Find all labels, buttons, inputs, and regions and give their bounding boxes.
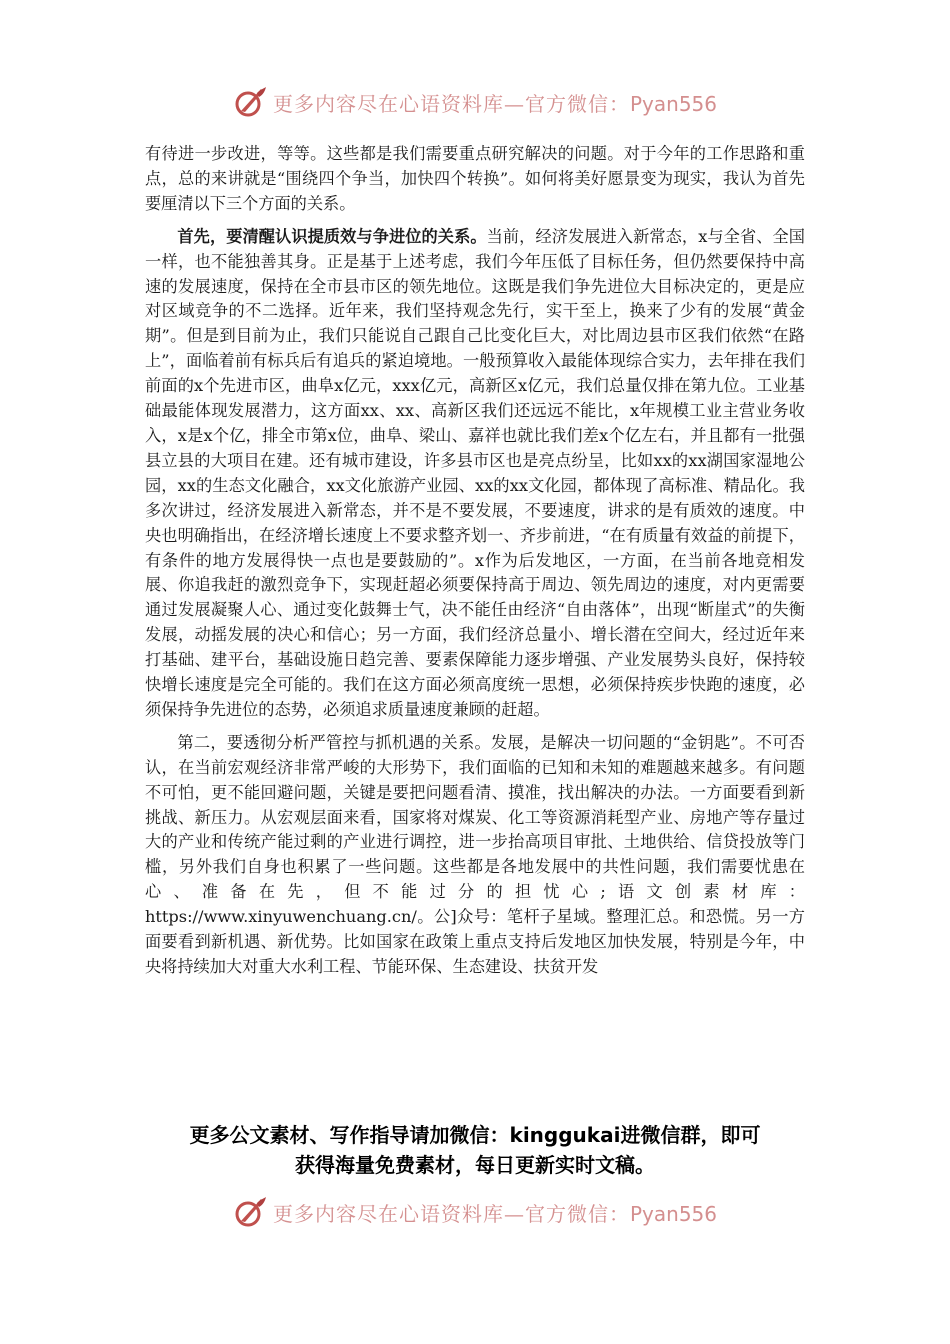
watermark-header [0,82,950,122]
quill-logo-icon [233,1195,267,1229]
paragraph-text: 当前，经济发展进入新常态，x与全省、全国一样，也不能独善其身。正是基于上述考虑，我们今年压低了目标任务，但仍然要保持中高速的发展速度，保持在全市县市区的领先地位。这既是我们争先进位大目标决定的，更是应对区域竞争的不二选择。近年来，我们坚持观念先行，实干至上，换来了少有的发展“黄金期”。但是到目前为止，我们只能说自己跟自己比变化巨大，对比周边县市区我们依然“在路上”，面临着前有标兵后有追兵的紧迫境地。一般预算收入最能体现综合实力，去年排在我们前面的x个先进市区，曲阜x亿元，xxx亿元，高新区x亿元，我们总量仅排在第九位。工业基础最能体现发展潜力，这方面xx、xx、高新区我们还远远不能比，x年规模工业主营业务收入，x是x个亿，排全市第x位，曲阜、梁山、嘉祥也就比我们差x个亿左右，并且都有一批强县立县的大项目在建。还有城市建设，许多县市区也是亮点纷呈，比如xx的xx湖国家湿地公园，xx的生态文化融合，xx文化旅游产业园、xx的xx文化园，都体现了高标准、精品化。我多次讲过，经济发展进入新常态，并不是不要发展，不要速度，讲求的是有质效的速度。中央也明确指出，在经济增长速度上不要求整齐划一、齐步前进，“在有质量有效益的前提下，有条件的地方发展得快一点也是要鼓励的”。x作为后发地区，一方面，在当前各地竞相发展、你追我赶的激烈竞争下，实现赶超必须要保持高于周边、领先周边的速度，对内更需要通过发展凝聚人心、通过变化鼓舞士气，决不能任由经济“自由落体”，出现“断崖式”的失衡发展，动摇发展的决心和信心；另一方面，我们经济总量小、增长潜在空间大，经过近年来打基础、建平台，基础设施日趋完善、要素保障能力逐步增强、产业发展势头良好，保持较快增长速度是完全可能的。我们在这方面必须高度统一思想，必须保持疾步快跑的速度，必须保持争先进位的态势，必须追求质量速度兼顾的赶超。 [145,226,805,719]
promo-banner [120,1120,830,1180]
paragraph-lead: 首先，要清醒认识提质效与争进位的关系。 [177,226,487,246]
paragraph-text: 有待进一步改进，等等。这些都是我们需要重点研究解决的问题。对于今年的工作思路和重点，总的来讲就是“围绕四个争当，加快四个转换”。如何将美好愿景变为现实，我认为首先要厘清以下三个方面的关系。 [145,144,805,213]
promo-line-1: 更多公文素材、写作指导请加微信：kinggukai进微信群，即可 [189,1123,761,1147]
paragraph-first [145,225,805,723]
document-body [145,142,805,988]
watermark-text: 更多内容尽在心语资料库—官方微信：Pyan556 [272,91,717,116]
watermark-footer [0,1192,950,1232]
promo-line-2: 获得海量免费素材，每日更新实时文稿。 [295,1153,655,1177]
paragraph-second [145,731,805,980]
quill-logo-icon [233,85,267,119]
watermark-text: 更多内容尽在心语资料库—官方微信：Pyan556 [272,1201,717,1226]
paragraph-text: 第二，要透彻分析严管控与抓机遇的关系。发展，是解决一切问题的“金钥匙”。不可否认，在当前宏观经济非常严峻的大形势下，我们面临的已知和未知的难题越来越多。有问题不可怕，更不能回避问题，关键是要把问题看清、摸准，找出解决的办法。一方面要看到新挑战、新压力。从宏观层面来看，国家将对煤炭、化工等资源消耗型产业、房地产等存量过大的产业和传统产能过剩的产业进行调控，进一步抬高项目审批、土地供给、信贷投放等门槛，另外我们自身也积累了一些问题。这些都是各地发展中的共性问题，我们需要忧患在心、准备在先，但不能过分的担忧心;语文创素材库：https://www.xinyuwenchuang.cn/。公]众号：笔杆子星域。整理汇总。和恐慌。另一方面要看到新机遇、新优势。比如国家在政策上重点支持后发地区加快发展，特别是今年，中央将持续加大对重大水利工程、节能环保、生态建设、扶贫开发 [145,732,805,976]
paragraph-intro [145,142,805,217]
